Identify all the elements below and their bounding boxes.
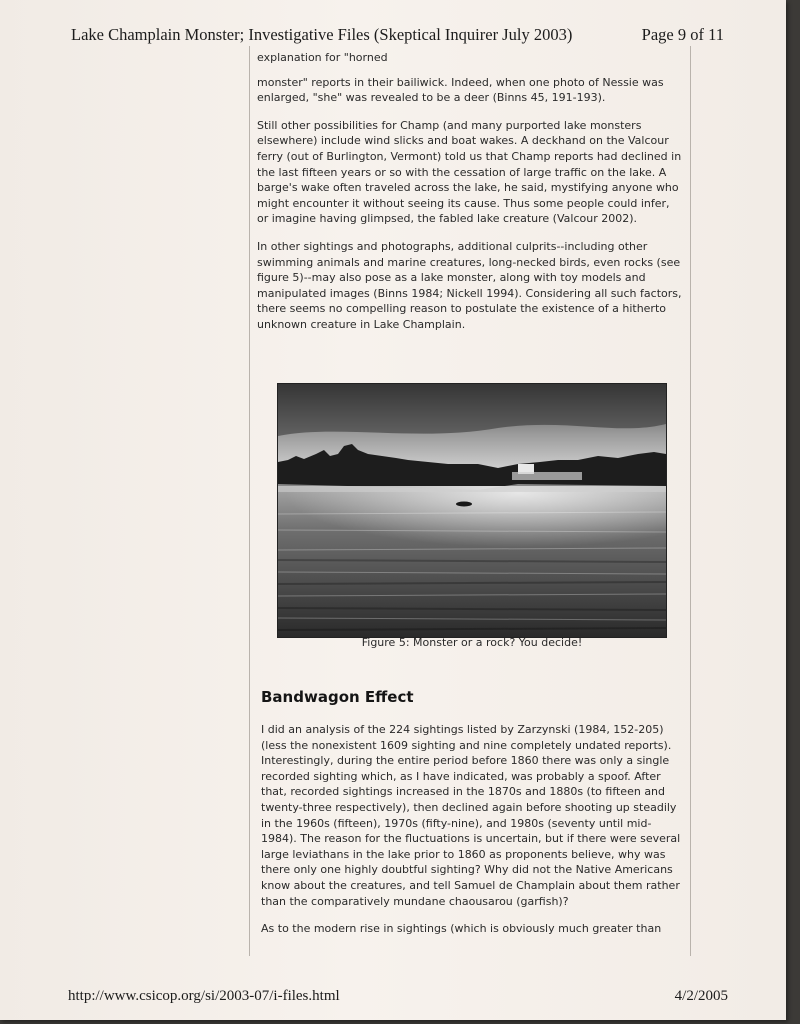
- footer-url: http://www.csicop.org/si/2003-07/i-files.html: [68, 988, 340, 1004]
- paragraph: Still other possibilities for Champ (and many purported lake monsters elsewhere) include wind slicks and boat wakes. A deckhand on the Valcour ferry (out of Burlington, Vermont) told us that Champ reports had declined in the last fifteen years or so with the cessation of large traffic on the lake. A barge's wake often traveled across the lake, he said, mystifying anyone who might encounter it without seeing its cause. Thus some people could infer, or imagine having glimpsed, the fabled lake creature (Valcour 2002).: [257, 118, 682, 226]
- section-heading: Bandwagon Effect: [261, 688, 414, 706]
- paragraph: explanation for "horned: [257, 51, 388, 64]
- footer-date: 4/2/2005: [674, 988, 728, 1004]
- lake-photo-illustration: [278, 384, 666, 637]
- figure-photo: [277, 383, 667, 638]
- section-body: [261, 722, 686, 949]
- paragraph: In other sightings and photographs, additional culprits--including other swimming animals and marine creatures, long-necked birds, even rocks (see figure 5)--may also pose as a lake monster, along with toy models and manipulated images (Binns 1984; Nickell 1994). Considering all such factors, there seems no compelling reason to postulate the existence of a hitherto unknown creature in Lake Champlain.: [257, 239, 682, 331]
- article-body: [257, 50, 682, 345]
- paragraph: As to the modern rise in sightings (which is obviously much greater than: [261, 922, 662, 936]
- paragraph: monster" reports in their bailiwick. Indeed, when one photo of Nessie was enlarged, "she" was revealed to be a deer (Binns 45, 191-193).: [257, 75, 664, 105]
- header-title: Lake Champlain Monster; Investigative Files (Skeptical Inquirer July 2003): [71, 25, 573, 44]
- column-rule-left: [249, 46, 250, 956]
- header-page-number: Page 9 of 11: [641, 25, 724, 44]
- paragraph: I did an analysis of the 224 sightings listed by Zarzynski (1984, 152-205) (less the nonexistent 1609 sighting and nine completely undated reports). Interestingly, during the entire period before 1860 there was only a single recorded sighting which, as I have indicated, was probably a spoof. After that, recorded sightings increased in the 1870s and 1880s (to fifteen and twenty-three respectively), then declined again before shooting up steadily in the 1960s (fifteen), 1970s (fifty-nine), and 1980s (seventy until mid-1984). The reason for the fluctuations is uncertain, but if there were several large leviathans in the lake prior to 1860 as proponents believe, why was there only one highly doubtful sighting? Why did not the Native Americans know about the creatures, and tell Samuel de Champlain about them rather than the comparatively mundane chaousarou (garfish)?: [261, 723, 681, 908]
- print-header: [71, 25, 724, 47]
- print-footer: [68, 988, 728, 1008]
- column-rule-right: [690, 46, 691, 956]
- figure-caption: Figure 5: Monster or a rock? You decide!: [361, 636, 583, 649]
